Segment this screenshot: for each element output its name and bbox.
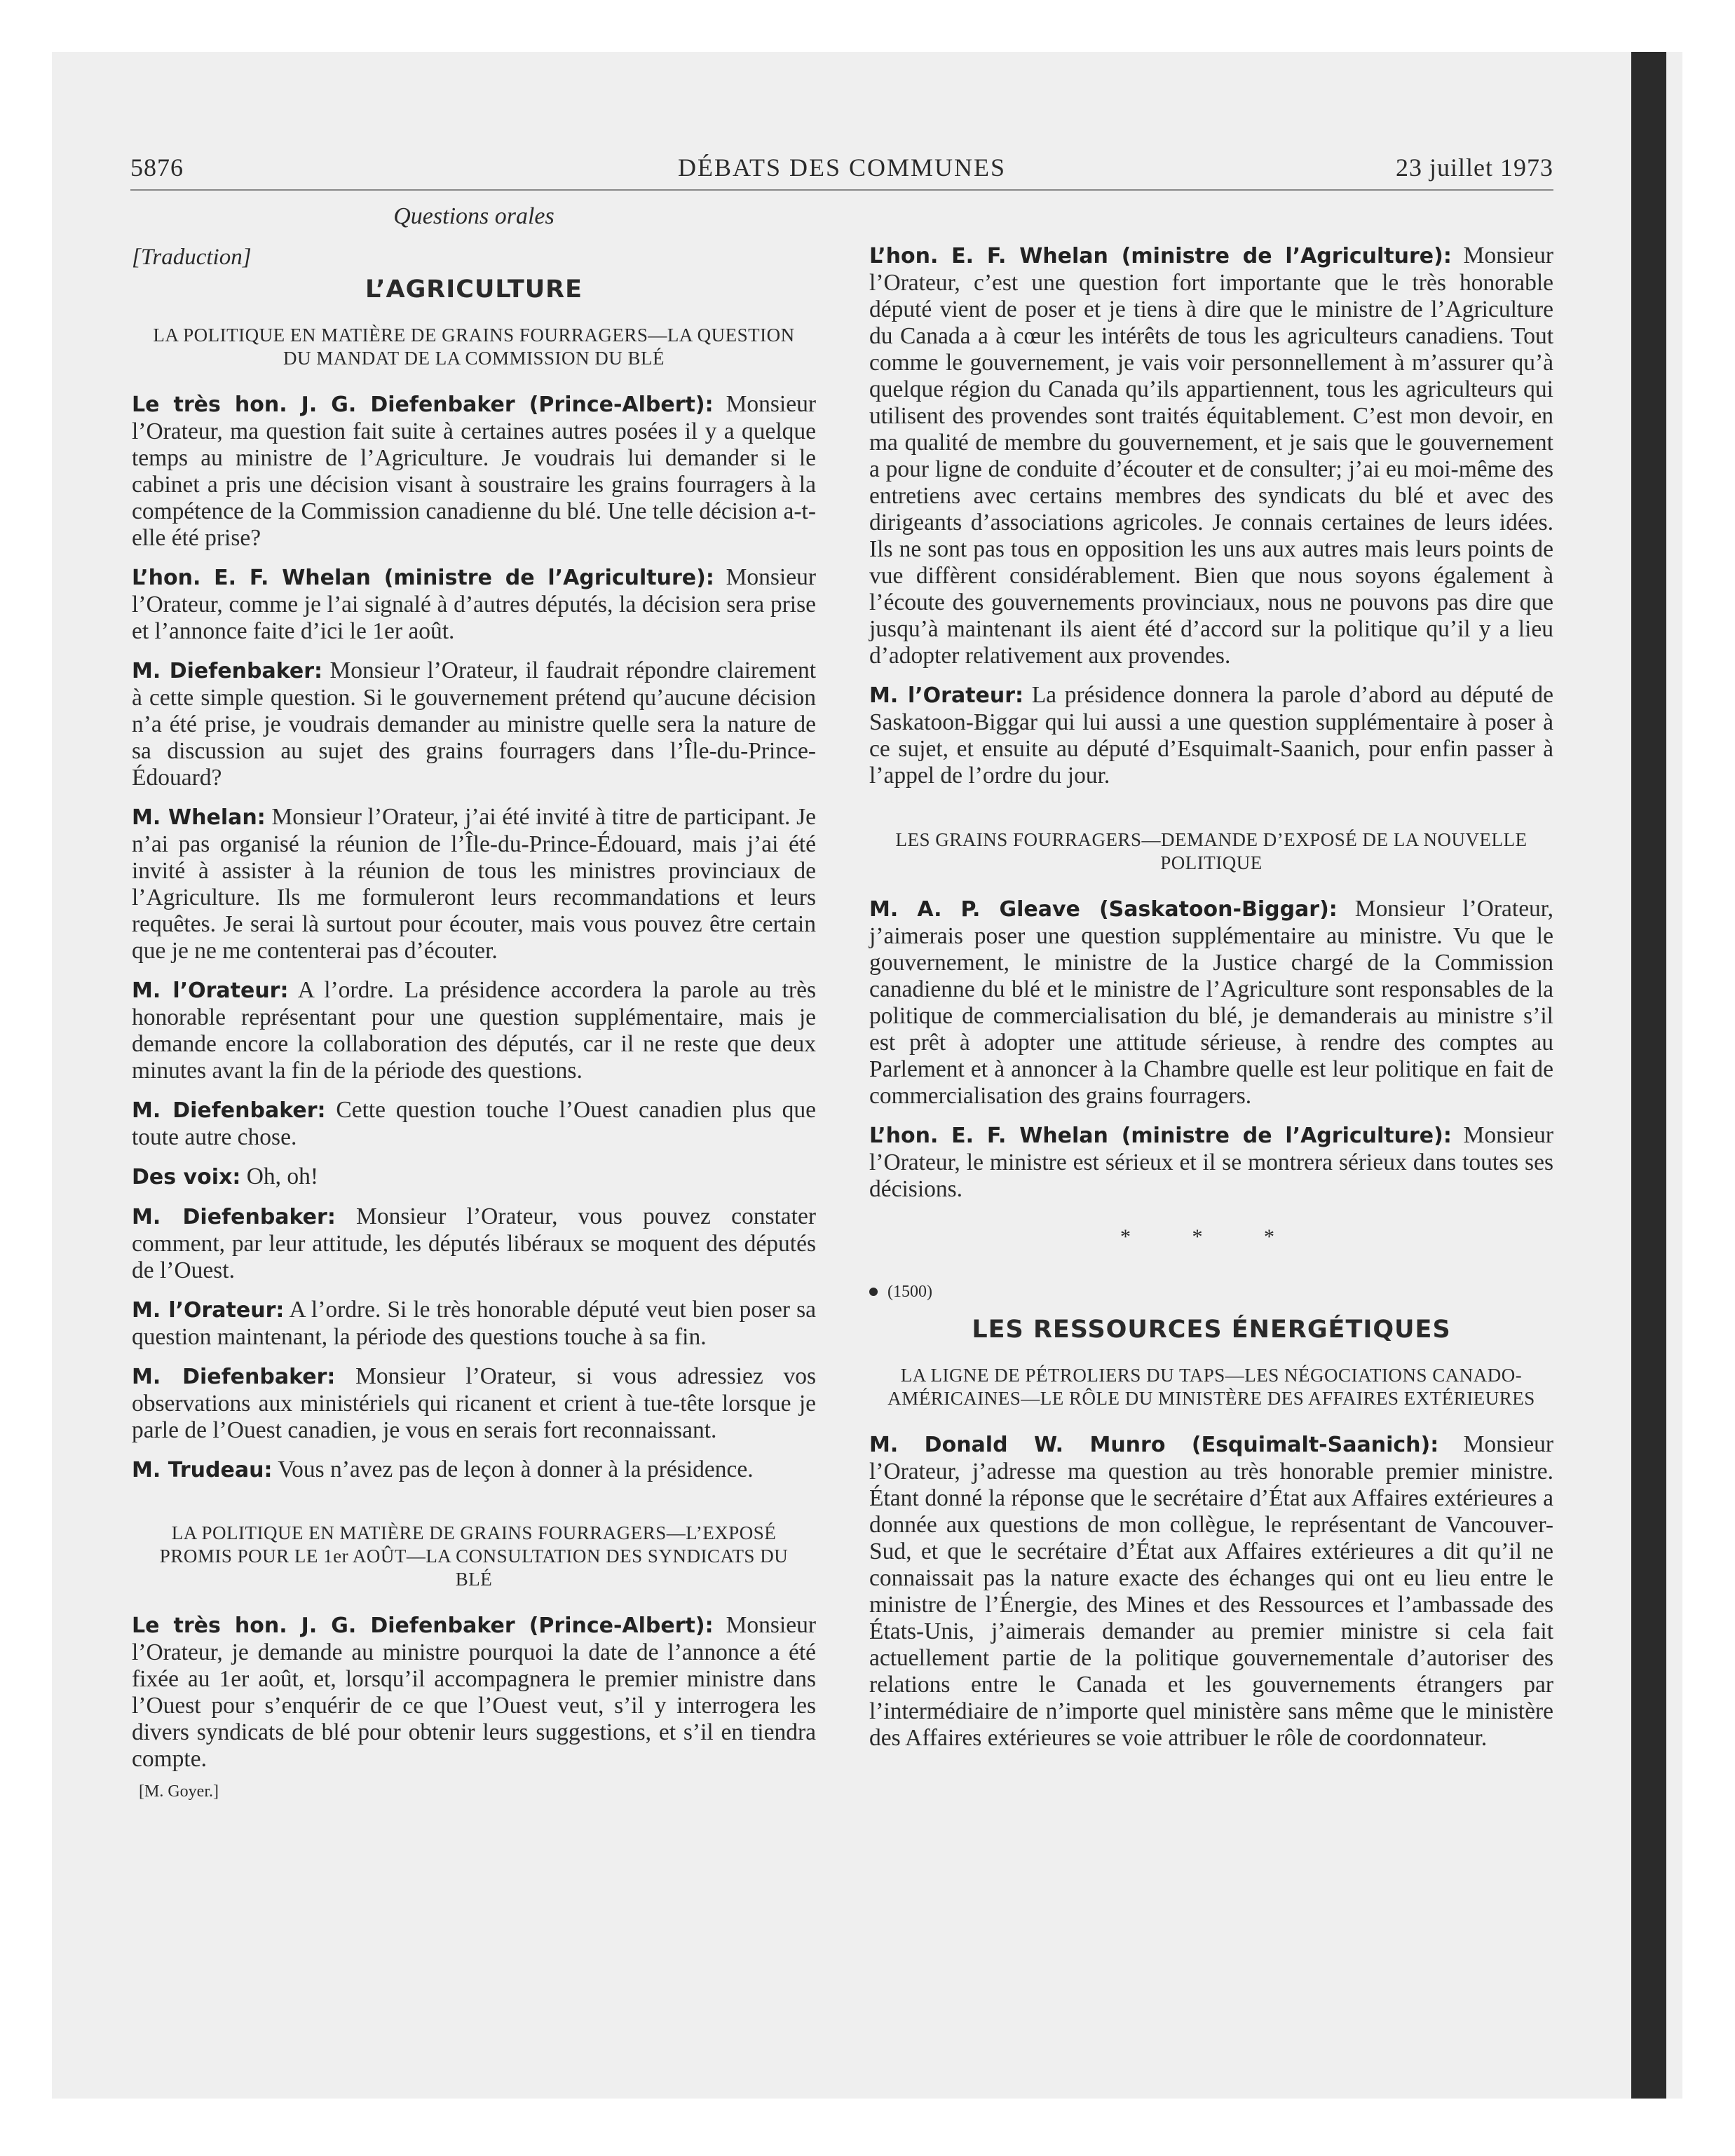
speech-text: Monsieur l’Orateur, ma question fait suite à certaines autres posées il y a quelque temps au ministre de l’Agriculture. Je voudrais lui demander si le cabinet a pris une décision visant à soustraire les grains fourragers à la compétence de la Commission canadienne du blé. Une telle décision a-t-elle été prise? [132, 391, 816, 551]
speech-paragraph [132, 391, 816, 552]
speaker-name: M. Whelan: [132, 805, 266, 830]
speech-text: Monsieur l’Orateur, je demande au ministre pourquoi la date de l’annonce a été fixée au 1er août, et, lorsqu’il accompagnera le premier ministre dans l’Ouest pour s’enquérir de ce que l’Ouest veut, s’il y interrogera les divers syndicats de blé pour obtenir leurs suggestions, et s’il en tiendra compte. [132, 1612, 816, 1772]
speech-text: Monsieur l’Orateur, j’adresse ma question au très honorable premier ministre. Étant donné la réponse que le secrétaire d’État aux Affaires extérieures a donnée aux questions de mon collègue, le représentant de Vancouver-Sud, et que le secrétaire d’État aux Affaires extérieures a dit qu’il ne connaissait pas la nature exacte des échanges qui ont eu lieu entre le ministre de l’Énergie, des Mines et des Ressources et l’ambassade des États-Unis, j’aimerais demander au premier ministre si cela fait actuellement partie de la politique gouvernementale d’autoriser des relations entre le Canada et les gouvernements étrangers par l’intermédiaire de n’importe quel ministère sans même que le ministère des Affaires extérieures se voie attribuer le rôle de coordonnateur. [869, 1431, 1553, 1751]
section-separator: * * * [1120, 1225, 1302, 1248]
speaker-name: M. l’Orateur: [132, 1298, 285, 1323]
speech-text: Monsieur l’Orateur, il faudrait répondre clairement à cette simple question. Si le gouvernement prétend qu’aucune décision n’a été prise, je voudrais demander au ministre quelle sera la nature de sa discussion au sujet des grains fourragers dans l’Île-du-Prince-Édouard? [132, 657, 816, 791]
page-number: 5876 [130, 153, 184, 182]
speech-paragraph [869, 1122, 1553, 1203]
speaker-name: M. Diefenbaker: [132, 1365, 336, 1389]
time-stamp: (1500) [887, 1283, 932, 1301]
left-column [132, 203, 816, 1805]
speaker-signature: [M. Goyer.] [139, 1782, 219, 1801]
time-marker [869, 1278, 1553, 1305]
speech-paragraph [869, 896, 1553, 1110]
section-label: Questions orales [393, 203, 554, 229]
speech-text: Monsieur l’Orateur, j’aimerais poser une question supplémentaire au ministre. Vu que le gouvernement, le ministre de la Justice chargé de la Commission canadienne du blé et le ministre de l’Agriculture sont responsables de la politique de commercialisation du blé, je demanderais au ministre s’il est prêt à adopter une attitude sérieuse, à rendre des comptes au Parlement et à annoncer à la Chambre quelle est leur politique en fait de commercialisation des grains fourragers. [869, 896, 1553, 1109]
speaker-name: L’hon. E. F. Whelan (ministre de l’Agriculture): [869, 1124, 1452, 1148]
speech-text: Oh, oh! [246, 1164, 319, 1189]
speech-paragraph [869, 243, 1553, 669]
speaker-name: L’hon. E. F. Whelan (ministre de l’Agriculture): [869, 244, 1452, 268]
subheading: LES GRAINS FOURRAGERS—DEMANDE D’EXPOSÉ DE LA NOUVELLE POLITIQUE [895, 829, 1528, 873]
speaker-name: M. Donald W. Munro (Esquimalt-Saanich): [869, 1433, 1439, 1457]
speech-text: Monsieur l’Orateur, si vous adressiez vos observations aux ministériels qui ricanent et crient à tue-tête lorsque je parle de l’Ouest canadien, je vous en serais fort reconnaissant. [132, 1363, 816, 1443]
speaker-name: L’hon. E. F. Whelan (ministre de l’Agriculture): [132, 566, 714, 590]
speaker-name: Des voix: [132, 1165, 241, 1189]
speech-paragraph [132, 657, 816, 791]
translation-note: [Traduction] [132, 245, 252, 270]
speaker-name: M. Diefenbaker: [132, 1205, 336, 1229]
speech-text: Cette question touche l’Ouest canadien plus que toute autre chose. [132, 1097, 816, 1150]
speaker-name: Le très hon. J. G. Diefenbaker (Prince-Albert): [132, 1613, 714, 1638]
speaker-name: M. l’Orateur: [132, 978, 289, 1003]
speech-text: Monsieur l’Orateur, j’ai été invité à titre de participant. Je n’ai pas organisé la réunion de l’Île-du-Prince-Édouard, mais j’ai été invité à assister à la réunion de tous les ministres provinciaux de l’Agriculture. Ils me formuleront leurs recommandations et leurs requêtes. Je serai là surtout pour écouter, mais vous pouvez être certain que je ne me contenterai pas d’écouter. [132, 804, 817, 964]
subheading: LA POLITIQUE EN MATIÈRE DE GRAINS FOURRAGERS—LA QUESTION DU MANDAT DE LA COMMISSION DU BLÉ [153, 325, 795, 369]
speech-text: Monsieur l’Orateur, le ministre est sérieux et il se montrera sérieux dans toutes ses décisions. [869, 1122, 1554, 1202]
subheading: LA POLITIQUE EN MATIÈRE DE GRAINS FOURRAGERS—L’EXPOSÉ PROMIS POUR LE 1er AOÛT—LA CONSULTATION DES SYNDICATS DU BLÉ [159, 1522, 789, 1590]
subheading: LA LIGNE DE PÉTROLIERS DU TAPS—LES NÉGOCIATIONS CANADO-AMÉRICAINES—LE RÔLE DU MINISTÈRE DES AFFAIRES EXTÉRIEURES [887, 1365, 1535, 1409]
speech-paragraph [869, 682, 1553, 789]
speech-paragraph [132, 564, 816, 645]
speech-text: Monsieur l’Orateur, c’est une question fort importante que le très honorable député vient de poser et je tiens à dire que le ministre de l’Agriculture du Canada a à cœur les intérêts de tous les agriculteurs canadiens. Tout comme le gouvernement, je vais voir personnellement à m’assurer qu’à quelque région du Canada qu’ils appartiennent, tous les agriculteurs qui utilisent des provendes sont traités équitablement. C’est mon devoir, en ma qualité de membre du gouvernement, et je sais que le gouvernement a pour ligne de conduite d’écouter et de consulter; j’ai eu moi-même des entretiens avec certains membres des syndicats du blé et avec des dirigeants d’associations agricoles. Je connais certaines de leurs idées. Ils ne sont pas tous en opposition les uns aux autres mais leurs points de vue diffèrent considérablement. Bien que nous soyons également à l’écoute des gouvernements provinciaux, nous ne pouvons pas dire que jusqu’à maintenant ils aient été d’accord sur la politique qu’il y a lieu d’adopter relativement aux provendes. [869, 243, 1554, 669]
speech-text: A l’ordre. Si le très honorable député veut bien poser sa question maintenant, la période des questions touche à sa fin. [132, 1297, 816, 1350]
speech-paragraph [869, 1431, 1553, 1752]
speaker-name: M. l’Orateur: [869, 683, 1024, 708]
speech-paragraph [132, 1097, 816, 1151]
page-header [130, 153, 1553, 191]
speech-text: La présidence donnera la parole d’abord au député de Saskatoon-Biggar qui lui aussi a une question supplémentaire à poser à ce sujet, et ensuite au député d’Esquimalt-Saanich, pour enfin passer à l’appel de l’ordre du jour. [869, 682, 1553, 789]
speech-text: Monsieur l’Orateur, comme je l’ai signalé à d’autres députés, la décision sera prise et l’annonce faite d’ici le 1er août. [132, 564, 817, 644]
speech-paragraph [132, 804, 816, 964]
speaker-name: M. Trudeau: [132, 1458, 273, 1482]
speech-paragraph [132, 1297, 816, 1351]
speaker-name: M. A. P. Gleave (Saskatoon-Biggar): [869, 897, 1338, 922]
speech-text: Monsieur l’Orateur, vous pouvez constater comment, par leur attitude, les députés libéraux se moquent des députés de l’Ouest. [132, 1203, 817, 1283]
speech-paragraph [132, 1456, 816, 1484]
speech-text: Vous n’avez pas de leçon à donner à la présidence. [278, 1456, 754, 1482]
speech-paragraph [132, 1164, 816, 1191]
speaker-name: M. Diefenbaker: [132, 1098, 326, 1123]
speech-paragraph [132, 1203, 816, 1284]
bullet-icon [869, 1288, 878, 1296]
speaker-name: Le très hon. J. G. Diefenbaker (Prince-Albert): [132, 393, 714, 417]
speech-paragraph [132, 1363, 816, 1444]
page-date: 23 juillet 1973 [1396, 153, 1553, 182]
speech-paragraph [132, 1612, 816, 1773]
publication-title: DÉBATS DES COMMUNES [677, 153, 1007, 182]
speech-paragraph [132, 977, 816, 1084]
scan-edge-bar [1631, 52, 1666, 2099]
rubric-heading: LES RESSOURCES ÉNERGÉTIQUES [972, 1316, 1451, 1344]
speech-text: A l’ordre. La présidence accordera la parole au très honorable représentant pour une question supplémentaire, mais je demande encore la collaboration des députés, car il ne reste que deux minutes avant la fin de la période des questions. [132, 977, 816, 1084]
rubric-heading: L’AGRICULTURE [365, 275, 583, 303]
speaker-name: M. Diefenbaker: [132, 659, 323, 683]
right-column [869, 203, 1553, 1764]
